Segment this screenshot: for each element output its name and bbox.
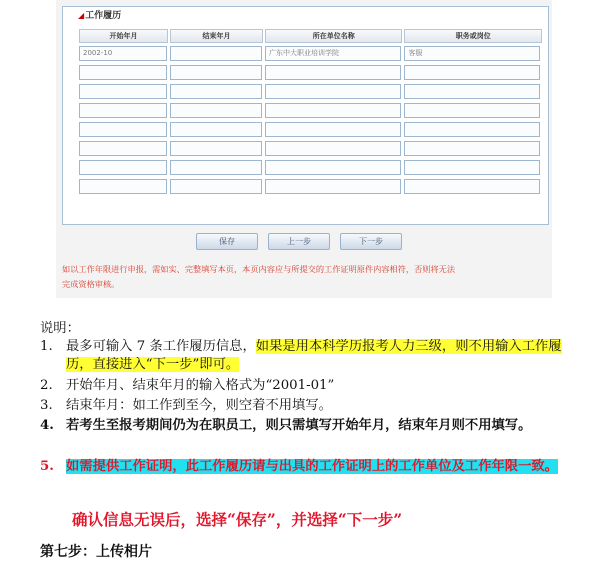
end-date-input[interactable] <box>170 141 262 156</box>
employer-input[interactable] <box>265 179 401 194</box>
work-history-panel <box>56 0 552 298</box>
position-input[interactable] <box>404 160 540 175</box>
employer-input[interactable] <box>265 141 401 156</box>
table-cell <box>79 102 168 119</box>
table-cell <box>404 102 542 119</box>
table-cell <box>79 64 168 81</box>
table-row <box>79 83 542 100</box>
start-date-input[interactable]: 2002-10 <box>79 46 167 61</box>
start-date-input[interactable] <box>79 65 167 80</box>
table-row <box>79 140 542 157</box>
next-step-button[interactable]: 下一步 <box>340 233 402 250</box>
position-input[interactable]: 客服 <box>404 46 540 61</box>
start-date-input[interactable] <box>79 141 167 156</box>
table-cell <box>265 64 403 81</box>
instruction-item-4 <box>40 417 572 435</box>
save-button[interactable]: 保存 <box>196 233 258 250</box>
table-cell <box>404 121 542 138</box>
work-history-fieldset <box>62 6 549 225</box>
end-date-input[interactable] <box>170 84 262 99</box>
step-7-heading: 第七步：上传相片 <box>40 544 152 560</box>
position-input[interactable] <box>404 84 540 99</box>
confirm-instruction: 确认信息无误后，选择“保存”，并选择“下一步” <box>72 510 403 529</box>
start-date-input[interactable] <box>79 122 167 137</box>
item-number: 5. <box>40 459 54 474</box>
table-cell <box>404 140 542 157</box>
table-cell <box>265 178 403 195</box>
table-cell <box>404 159 542 176</box>
form-note-line1: 如以工作年限进行申报，需如实、完整填写本页，本页内容应与所提交的工作证明原件内容相符，否则将无法 <box>62 264 456 274</box>
col-position-header: 职务或岗位 <box>404 29 542 43</box>
item-number: 3. <box>40 398 53 413</box>
table-row <box>79 64 542 81</box>
table-cell <box>265 45 403 62</box>
employer-input[interactable] <box>265 103 401 118</box>
item-2-text: 开始年月、结束年月的输入格式为“2001-01” <box>66 378 335 393</box>
table-cell <box>265 102 403 119</box>
table-cell <box>170 159 263 176</box>
table-cell <box>79 140 168 157</box>
table-cell <box>404 45 542 62</box>
work-history-table <box>77 27 544 197</box>
instruction-item-5 <box>40 458 572 476</box>
item-1-highlight: 如果是用本科学历报考人力三级，则不用输入工作履历，直接进入“下一步”即可。 <box>66 339 562 372</box>
employer-input[interactable]: 广东中大职业培训学院 <box>265 46 401 61</box>
instruction-item-2 <box>40 377 572 395</box>
item-number: 2. <box>40 378 53 393</box>
start-date-input[interactable] <box>79 160 167 175</box>
item-1-text: 最多可输入 7 条工作履历信息， <box>66 339 256 354</box>
end-date-input[interactable] <box>170 65 262 80</box>
end-date-input[interactable] <box>170 160 262 175</box>
table-row <box>79 121 542 138</box>
table-cell <box>404 178 542 195</box>
form-note-line2: 完成资格审核。 <box>62 279 120 289</box>
table-cell <box>265 121 403 138</box>
form-note <box>62 262 548 292</box>
section-title-text: 工作履历 <box>85 11 122 21</box>
item-number: 4. <box>40 418 54 433</box>
item-3-text: 结束年月：如工作到至今，则空着不用填写。 <box>66 398 332 413</box>
position-input[interactable] <box>404 141 540 156</box>
table-cell <box>170 102 263 119</box>
table-cell <box>79 178 168 195</box>
item-5-text: 如需提供工作证明，此工作履历请与出具的工作证明上的工作单位及工作年限一致。 <box>66 459 558 474</box>
table-cell <box>170 45 263 62</box>
col-end-date-header: 结束年月 <box>170 29 263 43</box>
form-buttons <box>196 233 496 249</box>
table-cell <box>79 121 168 138</box>
item-number: 1. <box>40 339 53 354</box>
triangle-icon: ◢ <box>78 11 85 20</box>
employer-input[interactable] <box>265 65 401 80</box>
table-cell <box>79 83 168 100</box>
table-cell <box>404 64 542 81</box>
employer-input[interactable] <box>265 84 401 99</box>
start-date-input[interactable] <box>79 103 167 118</box>
table-cell <box>79 45 168 62</box>
table-cell <box>170 121 263 138</box>
table-cell <box>265 83 403 100</box>
table-cell <box>265 159 403 176</box>
table-row <box>79 159 542 176</box>
table-cell <box>404 83 542 100</box>
end-date-input[interactable] <box>170 46 262 61</box>
start-date-input[interactable] <box>79 84 167 99</box>
table-cell <box>79 159 168 176</box>
table-body <box>79 45 542 195</box>
item-4-text: 若考生至报考期间仍为在职员工，则只需填写开始年月，结束年月则不用填写。 <box>66 418 532 433</box>
start-date-input[interactable] <box>79 179 167 194</box>
instruction-item-1 <box>40 338 572 374</box>
table-row <box>79 102 542 119</box>
employer-input[interactable] <box>265 160 401 175</box>
position-input[interactable] <box>404 65 540 80</box>
col-employer-header: 所在单位名称 <box>265 29 403 43</box>
table-cell <box>170 140 263 157</box>
end-date-input[interactable] <box>170 179 262 194</box>
table-cell <box>170 83 263 100</box>
position-input[interactable] <box>404 179 540 194</box>
table-cell <box>170 64 263 81</box>
table-header-row <box>79 29 542 43</box>
instructions-title: 说明： <box>40 321 80 336</box>
end-date-input[interactable] <box>170 122 262 137</box>
table-cell <box>170 178 263 195</box>
col-start-date-header: 开始年月 <box>79 29 168 43</box>
table-row <box>79 178 542 195</box>
end-date-input[interactable] <box>170 103 262 118</box>
position-input[interactable] <box>404 103 540 118</box>
table-cell <box>265 140 403 157</box>
table-row <box>79 45 542 62</box>
section-title <box>75 9 124 23</box>
instruction-item-3 <box>40 397 572 415</box>
prev-step-button[interactable]: 上一步 <box>268 233 330 250</box>
employer-input[interactable] <box>265 122 401 137</box>
position-input[interactable] <box>404 122 540 137</box>
